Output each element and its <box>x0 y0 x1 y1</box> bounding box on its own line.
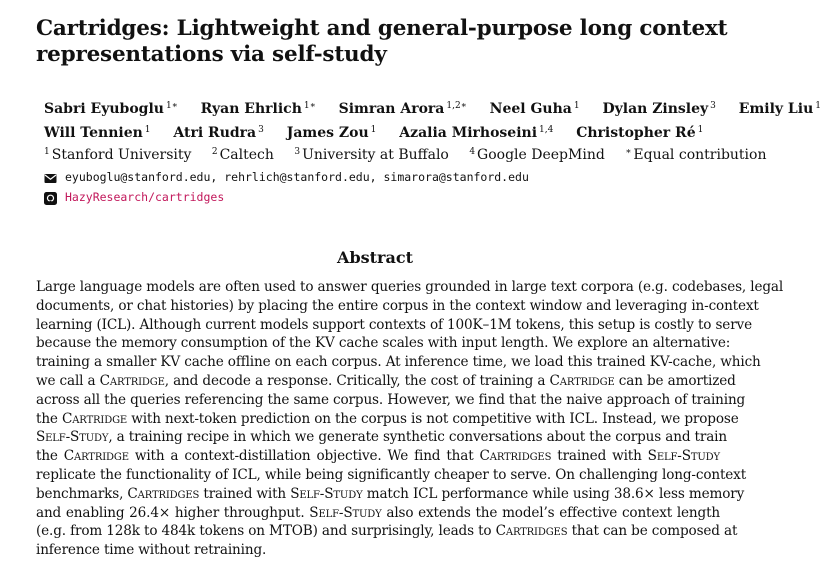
email-row <box>44 167 529 187</box>
equal-contribution-note: ∗ Equal contribution <box>625 147 767 163</box>
author: Christopher Ré $^1$ <box>576 125 704 141</box>
abstract-line: the Cartridge with a context-distillation objective. We find that Cartridges trained with Self-Study <box>36 448 720 465</box>
title-line-2: representations via self-study <box>36 42 387 67</box>
author: Azalia Mirhoseini $^{1,4}$ <box>399 125 554 141</box>
author: Dylan Zinsley $^3$ <box>602 101 716 117</box>
github-icon <box>44 191 57 204</box>
author: Atri Rudra $^3$ <box>173 125 264 141</box>
title-line-1: Cartridges: Lightweight and general-purpose long context <box>36 16 728 41</box>
abstract-line: replicate the functionality of ICL, while being significantly cheaper to serve. On challenging long-context <box>36 466 747 483</box>
abstract-heading: Abstract <box>337 248 413 267</box>
abstract-line: we call a Cartridge, and decode a response. Critically, the cost of training a Cartridge can be amortized <box>36 372 736 389</box>
author: Sabri Eyuboglu $^{1∗}$ <box>44 101 178 117</box>
paper-title <box>36 16 726 68</box>
author: Ryan Ehrlich $^{1∗}$ <box>200 101 316 117</box>
email-addresses[interactable]: eyuboglu@stanford.edu, rehrlich@stanford.edu, simarora@stanford.edu <box>65 170 529 184</box>
abstract-line: (e.g. from 128k to 484k tokens on MTOB) and surprisingly, leads to Cartridges that can be composed at <box>36 523 738 540</box>
abstract-line: because the memory consumption of the KV cache scales with input length. We explore an alternative: <box>36 335 731 352</box>
repo-row <box>44 187 529 207</box>
affiliation: $^4$ Google DeepMind <box>469 147 605 163</box>
affiliation: $^3$ University at Buffalo <box>294 147 449 163</box>
abstract-line: Large language models are often used to answer queries grounded in large text corpora (e.g. codebases, legal <box>36 279 784 295</box>
repo-link[interactable]: HazyResearch/cartridges <box>65 190 225 204</box>
abstract-line: and enabling 26.4× higher throughput. Self-Study also extends the model’s effective context length <box>36 504 721 521</box>
affiliation-list <box>44 142 767 165</box>
affiliation: $^1$ Stanford University <box>44 147 192 163</box>
author: Neel Guha $^1$ <box>489 101 580 117</box>
abstract-line: the Cartridge with next-token prediction on the corpus is not competitive with ICL. Instead, we propose <box>36 410 739 427</box>
author: Emily Liu $^1$ <box>738 101 821 117</box>
abstract-line: across all the queries referencing the same corpus. However, we find that the naive approach of training <box>36 391 746 408</box>
envelope-icon <box>44 171 57 184</box>
abstract-line: inference time without retraining. <box>36 542 267 559</box>
abstract-line: Self-Study, a training recipe in which we generate synthetic conversations about the corpus and train <box>36 429 727 446</box>
author-row-1 <box>44 96 821 120</box>
contact-info <box>44 167 529 207</box>
author: Will Tennien $^1$ <box>44 125 151 141</box>
abstract-line: benchmarks, Cartridges trained with Self-Study match ICL performance while using 38.6× less memory <box>36 485 745 502</box>
author: James Zou $^1$ <box>286 125 377 141</box>
abstract-line: training a smaller KV cache offline on each corpus. At inference time, we load this trained KV-cache, which <box>36 354 761 371</box>
affiliation: $^2$ Caltech <box>211 147 274 163</box>
abstract-line: learning (ICL). Although current models support contexts of 100K–1M tokens, this setup is costly to serve <box>36 316 752 333</box>
author: Simran Arora $^{1,2∗}$ <box>338 101 467 117</box>
abstract-body <box>36 278 784 560</box>
author-list <box>44 96 821 144</box>
author-row-2 <box>44 120 744 144</box>
abstract-line: documents, or chat histories) by placing the entire corpus in the context window and leveraging in-context <box>36 297 759 314</box>
